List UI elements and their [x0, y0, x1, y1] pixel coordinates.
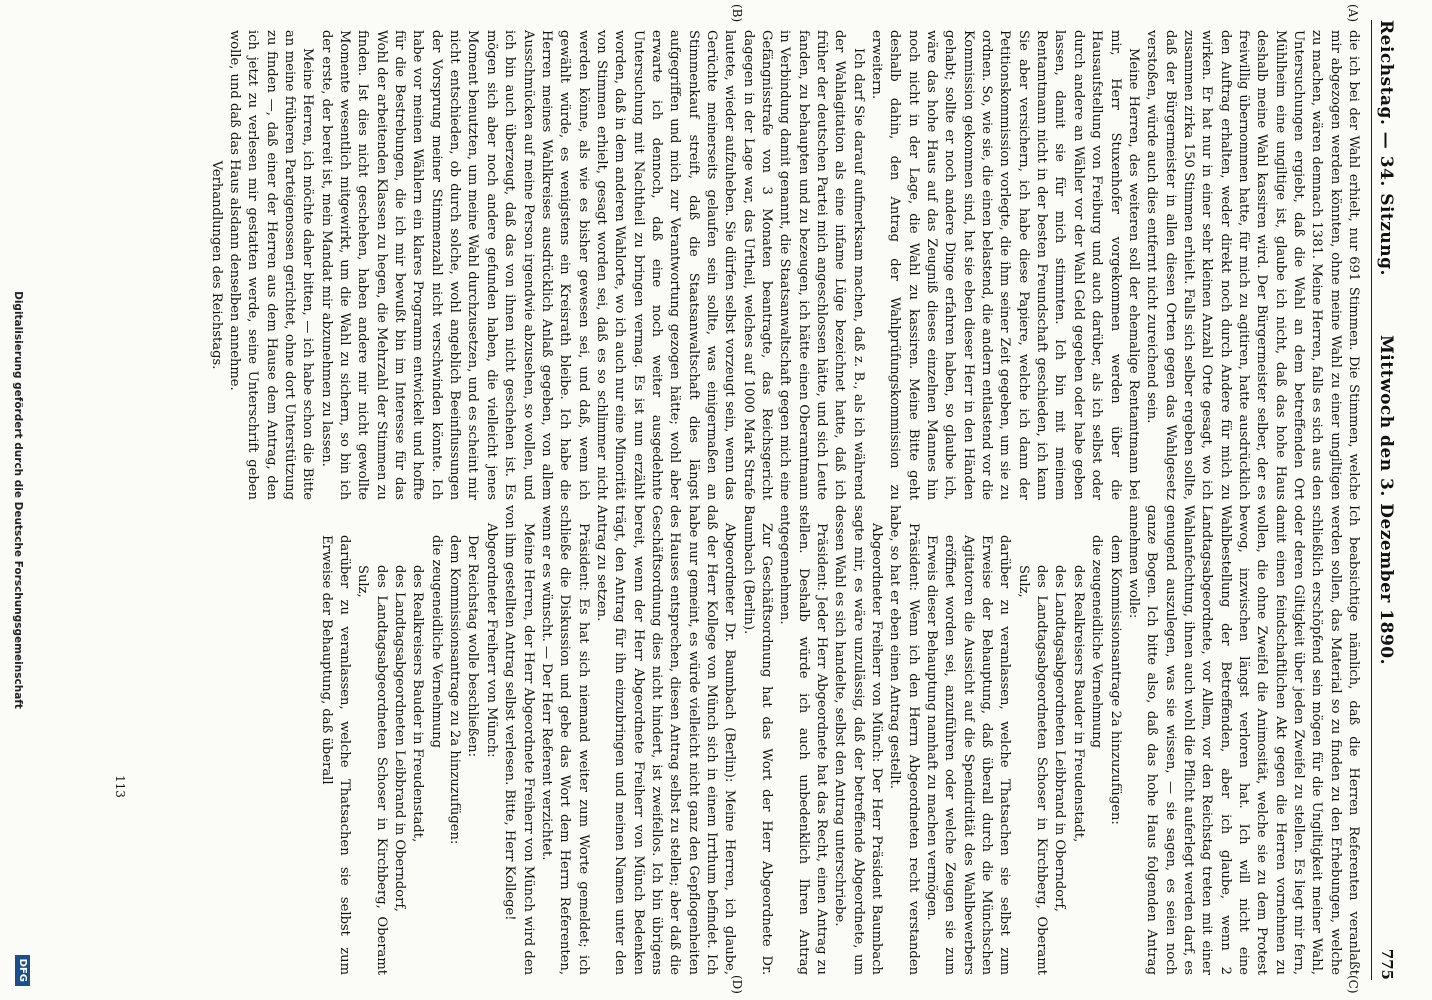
paragraph: Zur Geschäftsordnung hat das Wort der Herr Abgeordnete Dr. Baumbach (Berlin).: [740, 505, 774, 975]
motion-line: des Realkreisers Bauder in Freudenstadt,: [1070, 565, 1086, 843]
margin-marker-d: (D): [730, 975, 744, 994]
motion-line: dem Kommissionsantrage 2a hinzuzufügen:: [1107, 535, 1123, 825]
paragraph: Ich darf Sie darauf aufmerksam machen, daß z. B., als ich während der Wahlagitation als eine infame Lüge bezeichnet hatte, daß ich früher der deutschen Partei mich angeschlossen hätte, und sich Leute fanden, zu behaupten und zu bezeugen, ich hätte einen Oberamtmann in Verbindung damit genannt, die Staatsanwaltschaft gegen mich eine Gefängnisstrafe von 3 Monaten beantragte, das Reichsgericht dagegen in der Lage war, das Urtheil, welches auf 1000 Mark Strafe lautete, wieder aufzuheben. Sie dürfen selbst vorzeugt sein, wenn das Gerüchte meinerseits gelaufen sein sollte, was einigermaßen an Stimmenkauf streift, daß die Staatsanwaltschaft dies längst aufgegriffen und mich zur Verantwortung gezogen hätte; wohl aber erwarte ich dennoch, daß eine noch weiter ausgedehnte Untersuchung mit Nachtheil zu bringen vermag. Es ist nun erzählt worden, daß in dem anderen Wahlorte, wo ich auch nur eine Minorität von Stimmen erhielt, gesagt worden sei, daß es so schlimmer nicht werden könne, als wie es bisher gewesen sei, und daß, wenn ich gewählt würde, es wenigstens ein Kreisrath bleibe. Ich habe die Herren meines Wahlkreises ausdrücklich Anlaß gegeben, von allem Ausschmücken auf meine Person irgendwie abzusehen, so wollen, und ich bin auch überzeugt, daß das von ihnen nicht geschehen ist. Es mögen sich aber noch andere gefunden haben, die vielleicht jenes Moment benutzten, um meine Wahl durchzusetzen, und es scheint mir nicht entschieden, ob durch solche, wohl angeblich Beeinflussungen der Vorsprung meiner Stimmenzahl nicht verschwinden könnte. Ich habe vor meinen Wählern ein klares Programm entwickelt und hoffte für die Bestrebungen, die ich mir bewußt bin im Interesse für das Wohl der arbeitenden Klassen zu hegen, die Mehrzahl der Stimmen zu finden. Ist dies nicht geschehen, haben andere mir nicht gewollte Momente wesentlich mitgewirkt, um die Wahl zu sichern, so bin ich der erste, der bereit ist, mein Mandat mir abzunehmen zu lassen.: [318, 30, 866, 500]
margin-marker-a: (A): [1346, 4, 1360, 23]
header-left: Reichstag. — 34. Sitzung.: [1376, 20, 1396, 276]
header-date: Mittwoch den 3. Dezember 1890.: [1376, 334, 1396, 666]
margin-marker-b: (B): [730, 4, 744, 23]
motion-line: darüber zu veranlassen, welche Thatsachen sie selbst zum Erweise der Behauptung, daß überall: [318, 535, 353, 975]
paragraph: Ich beabsichtige nämlich, daß die Herren Referenten veranlaßt werden sollen, das Material so zu finden zu den Erhebungen, welche schließlich erschöpfend sein mögen für die Ungiltigkeit meiner Wahl, oder deren Giltigkeit über jeden Zweifel zu stellen. Es liegt mir fern, damit einen feindschaftlichen Akt gegen die Herren vornehmen zu wollen, die ohne Zweifel die Animosität, welche sie zu dem Protest bewog, inzwischen längst verloren hat. Ich will nicht eine Wahlbestellung der Betreffenden, aber ich glaube, wenn 2 Landtagsabgeordnete, vor Allem, vor den Reichstag treten mit einer Wahlanfechtung, ihnen auch wohl die Pflicht auferlegt werden darf, es genugend auszulegen, was sie wissen, — sie sagen, es seien noch ganze Bogen. Ich bitte also, daß das hohe Haus folgenden Antrag annehmen wolle:: [1125, 505, 1361, 975]
motion-line: des Landtagsabgeordneten Leibbrand in Oberndorf,: [1052, 565, 1068, 912]
speech-president: Präsident: Wenn ich den Herrn Abgeordneten recht verstanden habe, so hat er eben einen Antrag gestellt.: [887, 505, 921, 975]
speech-president: Präsident: Jeder Herr Abgeordnete hat das Recht, einen Antrag zu stellen. Deshalb würde ich auch unbedenklich Ihren Antrag entgegennehmen.: [777, 505, 830, 975]
speech-president: Präsident: Es hat sich niemand weiter zum Worte gemeldet; ich schließe die Diskussion und gebe das Wort dem Herrn Referenten, wenn er es wünscht. — Der Herr Referent verzichtet.: [538, 505, 591, 975]
motion-line: des Landtagsabgeordneten Schoser in Kirchberg, Oberamt Sulz,: [355, 565, 389, 975]
motion-line: des Landtagsabgeordneten Leibbrand in Oberndorf,: [392, 565, 408, 912]
column-footer: Verhandlungen des Reichstags.: [208, 160, 224, 370]
paragraph: die ich bei der Wahl erhielt, nur 691 Stimmen. Die Stimmen, welche mir abgezogen werden könnten, ohne meine Wahl zu einer ungiltigen zu machen, wären demnach 1381. Meine Herren, falls es sich aus den Untersuchungen ergiebt, daß die Wahl an dem betreffenden Ort Mühlheim eine ungiltige ist, glaube ich nicht, daß das hohe Haus deshalb meine Wahl kassiren wird. Der Bürgermeister selber, der es freiwillig übernommen hatte, für mich zu agitiren, hatte ausdrücklich den Auftrag erhalten, weder direkt noch durch Andere für mich zu wirken. Er hat nur in einer sehr kleinen Anzahl Orte gesagt, wo ich zusammen zirka 150 Stimmen erhielt. Falls sich selber ergeben sollte, daß der Bürgermeister in allen diesen Orten gegen das Wahlgesetz verstoßen, würde auch dies entfernt nicht zureichend sein.: [1144, 30, 1361, 500]
motion-line: dem Kommissionsantrage zu 2a hinzuzufügen:: [447, 535, 463, 845]
paragraph: Meine Herren, ich möchte daher bitten, — ich habe schon die Bitte an meine früheren Parteigenossen gerichtet, ohne dort Unterstützung zu finden —, daß einer der Herren aus dem Hause dem Antrag, den ich jetzt zu verlesen mir gestatten werde, seine Unterschrift geben wolle, und daß das Haus alsdann denselben annehme.: [227, 30, 316, 500]
speech-muench: Abgeordneter Freiherr von Münch: Der Herr Präsident Baumbach sagte mir, es wäre unzulässig, daß der betreffende Abgeordnete, um dessen Wahl es sich handelte, selbst den Antrag unterschriebe.: [832, 505, 885, 975]
paragraph: Meine Herren, der Herr Abgeordnete Freiherr von Münch wird den von ihm gestellten Antrag selbst verlesen. Bitte, Herr Kollege!: [502, 505, 536, 975]
speech-baumbach: Abgeordneter Dr. Baumbach (Berlin): Meine Herren, ich glaube, daß der Herr Kollege von Münch sich in einem Irrthum befindet. Ich habe nur gemeint, es würde vielleicht nicht ganz den Gepflogenheiten des Hauses entsprechen, diesen Antrag selbst zu stellen; aber daß die Geschäftsordnung dies nicht hindert, ist zweifellos. Ich bin übrigens bereit, wenn der Herr Abgeordnete Freiherr von Münch Bedenken trägt, den Antrag für ihn einzubringen und meinen Namen unter den Antrag zu setzen.: [593, 505, 738, 975]
paragraph: Meine Herren, des weiteren soll der ehemalige Rentamtmann bei mir, Herr Stuxenhofer vorgekommen werden über die Hausaufstellung von Freiburg und auch darüber, als ich selbst oder durch andere an Wähler vor der Wahl Geld gegeben oder habe geben lassen, damit sie für mich stimmten. Ich bin mit meinem Rentamtmann nicht in der besten Freundschaft geschieden, ich kann Sie aber versichern, ich habe diese Papiere, welche ich dann der Petitionskommission vorlegte, die ihm seiner Zeit gegeben, um sie zu ordnen. So, wie sie, die einen belastend, die andern entlastend vor die Kommission gekommen sind, hat sie eben dieser Herr in den Händen gehabt; sollte er noch andere Dinge erfahren haben, so glaube ich, wäre das hohe Haus auf das Zeugniß dieses einzelnen Mannes hin noch nicht in der Lage, die Wahl zu kassiren. Meine Bitte geht deshalb dahin, den Antrag der Wahlprüfungskommission zu erweitern.: [869, 30, 1141, 500]
motion-line: des Landtagsabgeordneten Schoser in Kirchberg, Oberamt Sulz,: [1015, 565, 1050, 975]
page-header: [1371, 20, 1400, 980]
motion-line: die zeugeneidliche Vernehmung: [1089, 535, 1105, 749]
motion-line: des Realkreisers Bauder in Freudenstadt,: [410, 565, 426, 843]
page-number: 775: [1378, 948, 1396, 980]
motion-line: darüber zu veranlassen, welche Thatsachen sie selbst zum Erweise der Behauptung, daß überall durch die Münchschen Agitatoren die Aussicht auf die Spendirdität des Wahlbewerbers eröffnet worden sei, anzuführen oder welche Zeugen sie zum Erweis dieser Behauptung namhaft zu machen vermögen.: [924, 535, 1013, 975]
left-column: [132, 30, 1362, 500]
margin-marker-c: (C): [1346, 975, 1360, 994]
dfg-logo: DFG: [15, 955, 30, 986]
signature-mark: 113: [113, 775, 127, 798]
right-column: [132, 505, 1362, 975]
motion-line: Der Reichstag wolle beschließen:: [465, 535, 481, 758]
speech-muench: Abgeordneter Freiherr von Münch:: [483, 523, 499, 758]
digitization-credit: Digitalisierung gefördert durch die Deutsche Forschungsgemeinschaft: [12, 291, 24, 709]
motion-line: die zeugeneidliche Vernehmung: [428, 535, 444, 749]
